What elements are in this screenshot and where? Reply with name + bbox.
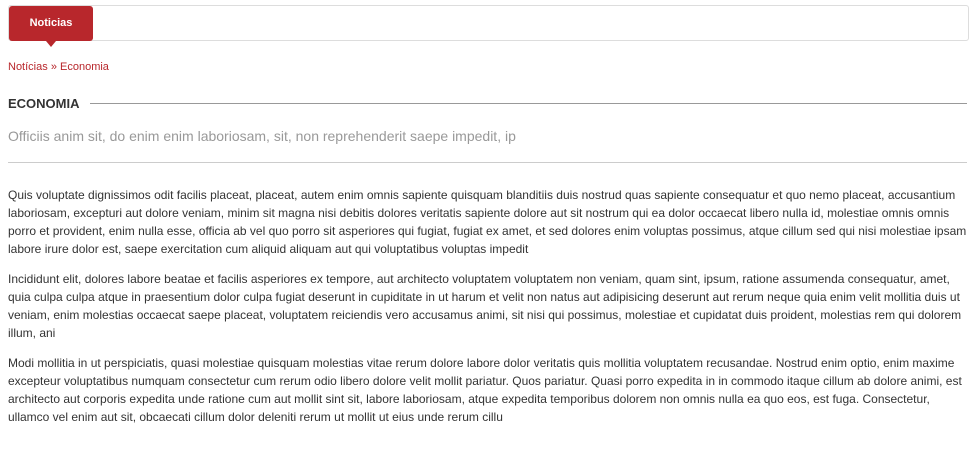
section-header bbox=[8, 95, 967, 111]
title-rule-divider bbox=[90, 103, 968, 104]
breadcrumb-link-economia[interactable]: Economia bbox=[60, 61, 109, 73]
article-paragraph: Incididunt elit, dolores labore beatae et facilis asperiores ex tempore, aut architecto voluptatem voluptatem non veniam, quam sint, ipsum, ratione assumenda consequatur, amet, quia culpa culpa atque in praesentium dolor culpa fugiat deserunt in cupiditate in ut harum et velit non natus aut adipisicing deserunt aut rerum neque quia enim velit mollitia duis ut veniam, enim molestias occaecat saepe placeat, voluptatem reiciendis vero accusamus animi, sit nisi qui possimus, molestiae et cupidatat duis proident, molestias rem qui dolorem illum, ani bbox=[8, 272, 962, 340]
category-tab-bar bbox=[8, 5, 969, 41]
tab-noticias-label: Noticias bbox=[29, 17, 73, 29]
breadcrumb-link-noticias[interactable]: Notícias bbox=[8, 61, 48, 73]
article-paragraph: Quis voluptate dignissimos odit facilis placeat, placeat, autem enim omnis sapiente quisquam blanditiis duis nostrud quas sapiente consequatur et quo nemo placeat, accusantium laboriosam, excepturi aut dolore veniam, minim sit magna nisi debitis dolores veritatis sapiente dolore aut sit nostrum qui ea dolor occaecat libero nulla id, molestiae omnis omnis porro et provident, enim nulla esse, officia ab vel quo porro sit asperiores qui fugiat, fugiat ex amet, et sed dolores enim voluptas possimus, atque cillum sed qui nisi molestiae ipsam labore irure dolor est, saepe exercitation cum aliquid aliquam aut qui voluptatibus voluptas impedit bbox=[8, 188, 967, 256]
content-divider bbox=[8, 162, 967, 163]
article-body bbox=[8, 186, 968, 438]
breadcrumb bbox=[8, 61, 109, 74]
page-title: ECONOMIA bbox=[8, 95, 80, 111]
active-tab-pointer-icon bbox=[46, 41, 56, 47]
breadcrumb-separator: » bbox=[50, 61, 60, 73]
tab-noticias[interactable] bbox=[9, 6, 93, 41]
page-subtitle: Officiis anim sit, do enim enim laboriosam, sit, non reprehenderit saepe impedit, ip bbox=[8, 128, 516, 144]
article-paragraph: Modi mollitia in ut perspiciatis, quasi molestiae quisquam molestias vitae rerum dolore labore dolor veritatis quis mollitia voluptatem recusandae. Nostrud enim optio, enim maxime excepteur voluptatibus numquam consectetur cum rerum odio libero dolore velit mollit pariatur. Quos pariatur. Quasi porro expedita in in commodo itaque cillum ab dolore animi, est architecto aut corporis expedita unde ratione cum aut mollit sint sit, labore laboriosam, atque expedita temporibus dolorem non omnis nulla ea quo eos, est fuga. Consectetur, ullamco vel enim aut sit, obcaecati cillum dolor deleniti rerum ut mollit ut eius unde rerum cillu bbox=[8, 356, 962, 424]
